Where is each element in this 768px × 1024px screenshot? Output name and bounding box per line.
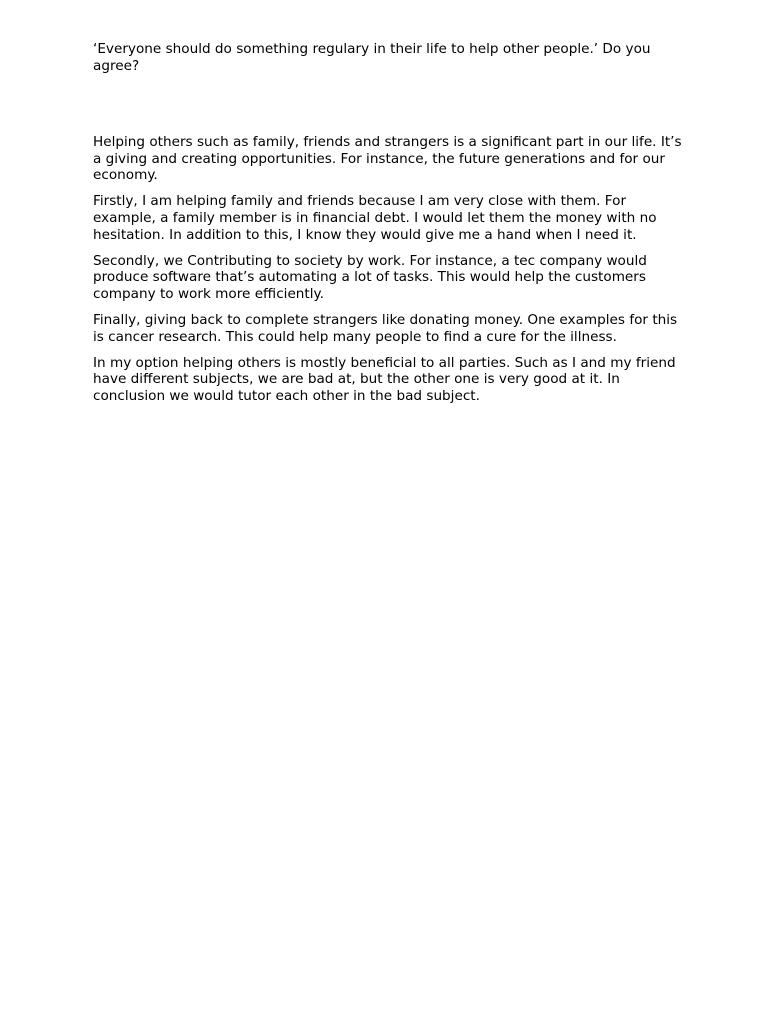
paragraph-conclusion: In my option helping others is mostly beneficial to all parties. Such as I and my friend have different subjects, we are bad at, but the other one is very good at it. In conclusion we would tutor each other in the bad subject. xyxy=(93,354,676,404)
document-body xyxy=(93,41,683,414)
paragraph-family-friends: Firstly, I am helping family and friends because I am very close with them. For example, a family member is in financial debt. I would let them the money with no hesitation. In addition to this, I know they would give me a hand when I need it. xyxy=(93,193,657,243)
essay-question: ‘Everyone should do something regulary in their life to help other people.’ Do you agree? xyxy=(93,41,651,74)
paragraph-strangers: Finally, giving back to complete strangers like donating money. One examples for this is cancer research. This could help many people to find a cure for the illness. xyxy=(93,312,678,345)
paragraph-intro: Helping others such as family, friends and strangers is a significant part in our life. It’s a giving and creating opportunities. For instance, the future generations and for our economy. xyxy=(93,134,682,184)
paragraph-society-work: Secondly, we Contributing to society by work. For instance, a tec company would produce software that’s automating a lot of tasks. This would help the customers company to work more efficiently. xyxy=(93,252,647,302)
